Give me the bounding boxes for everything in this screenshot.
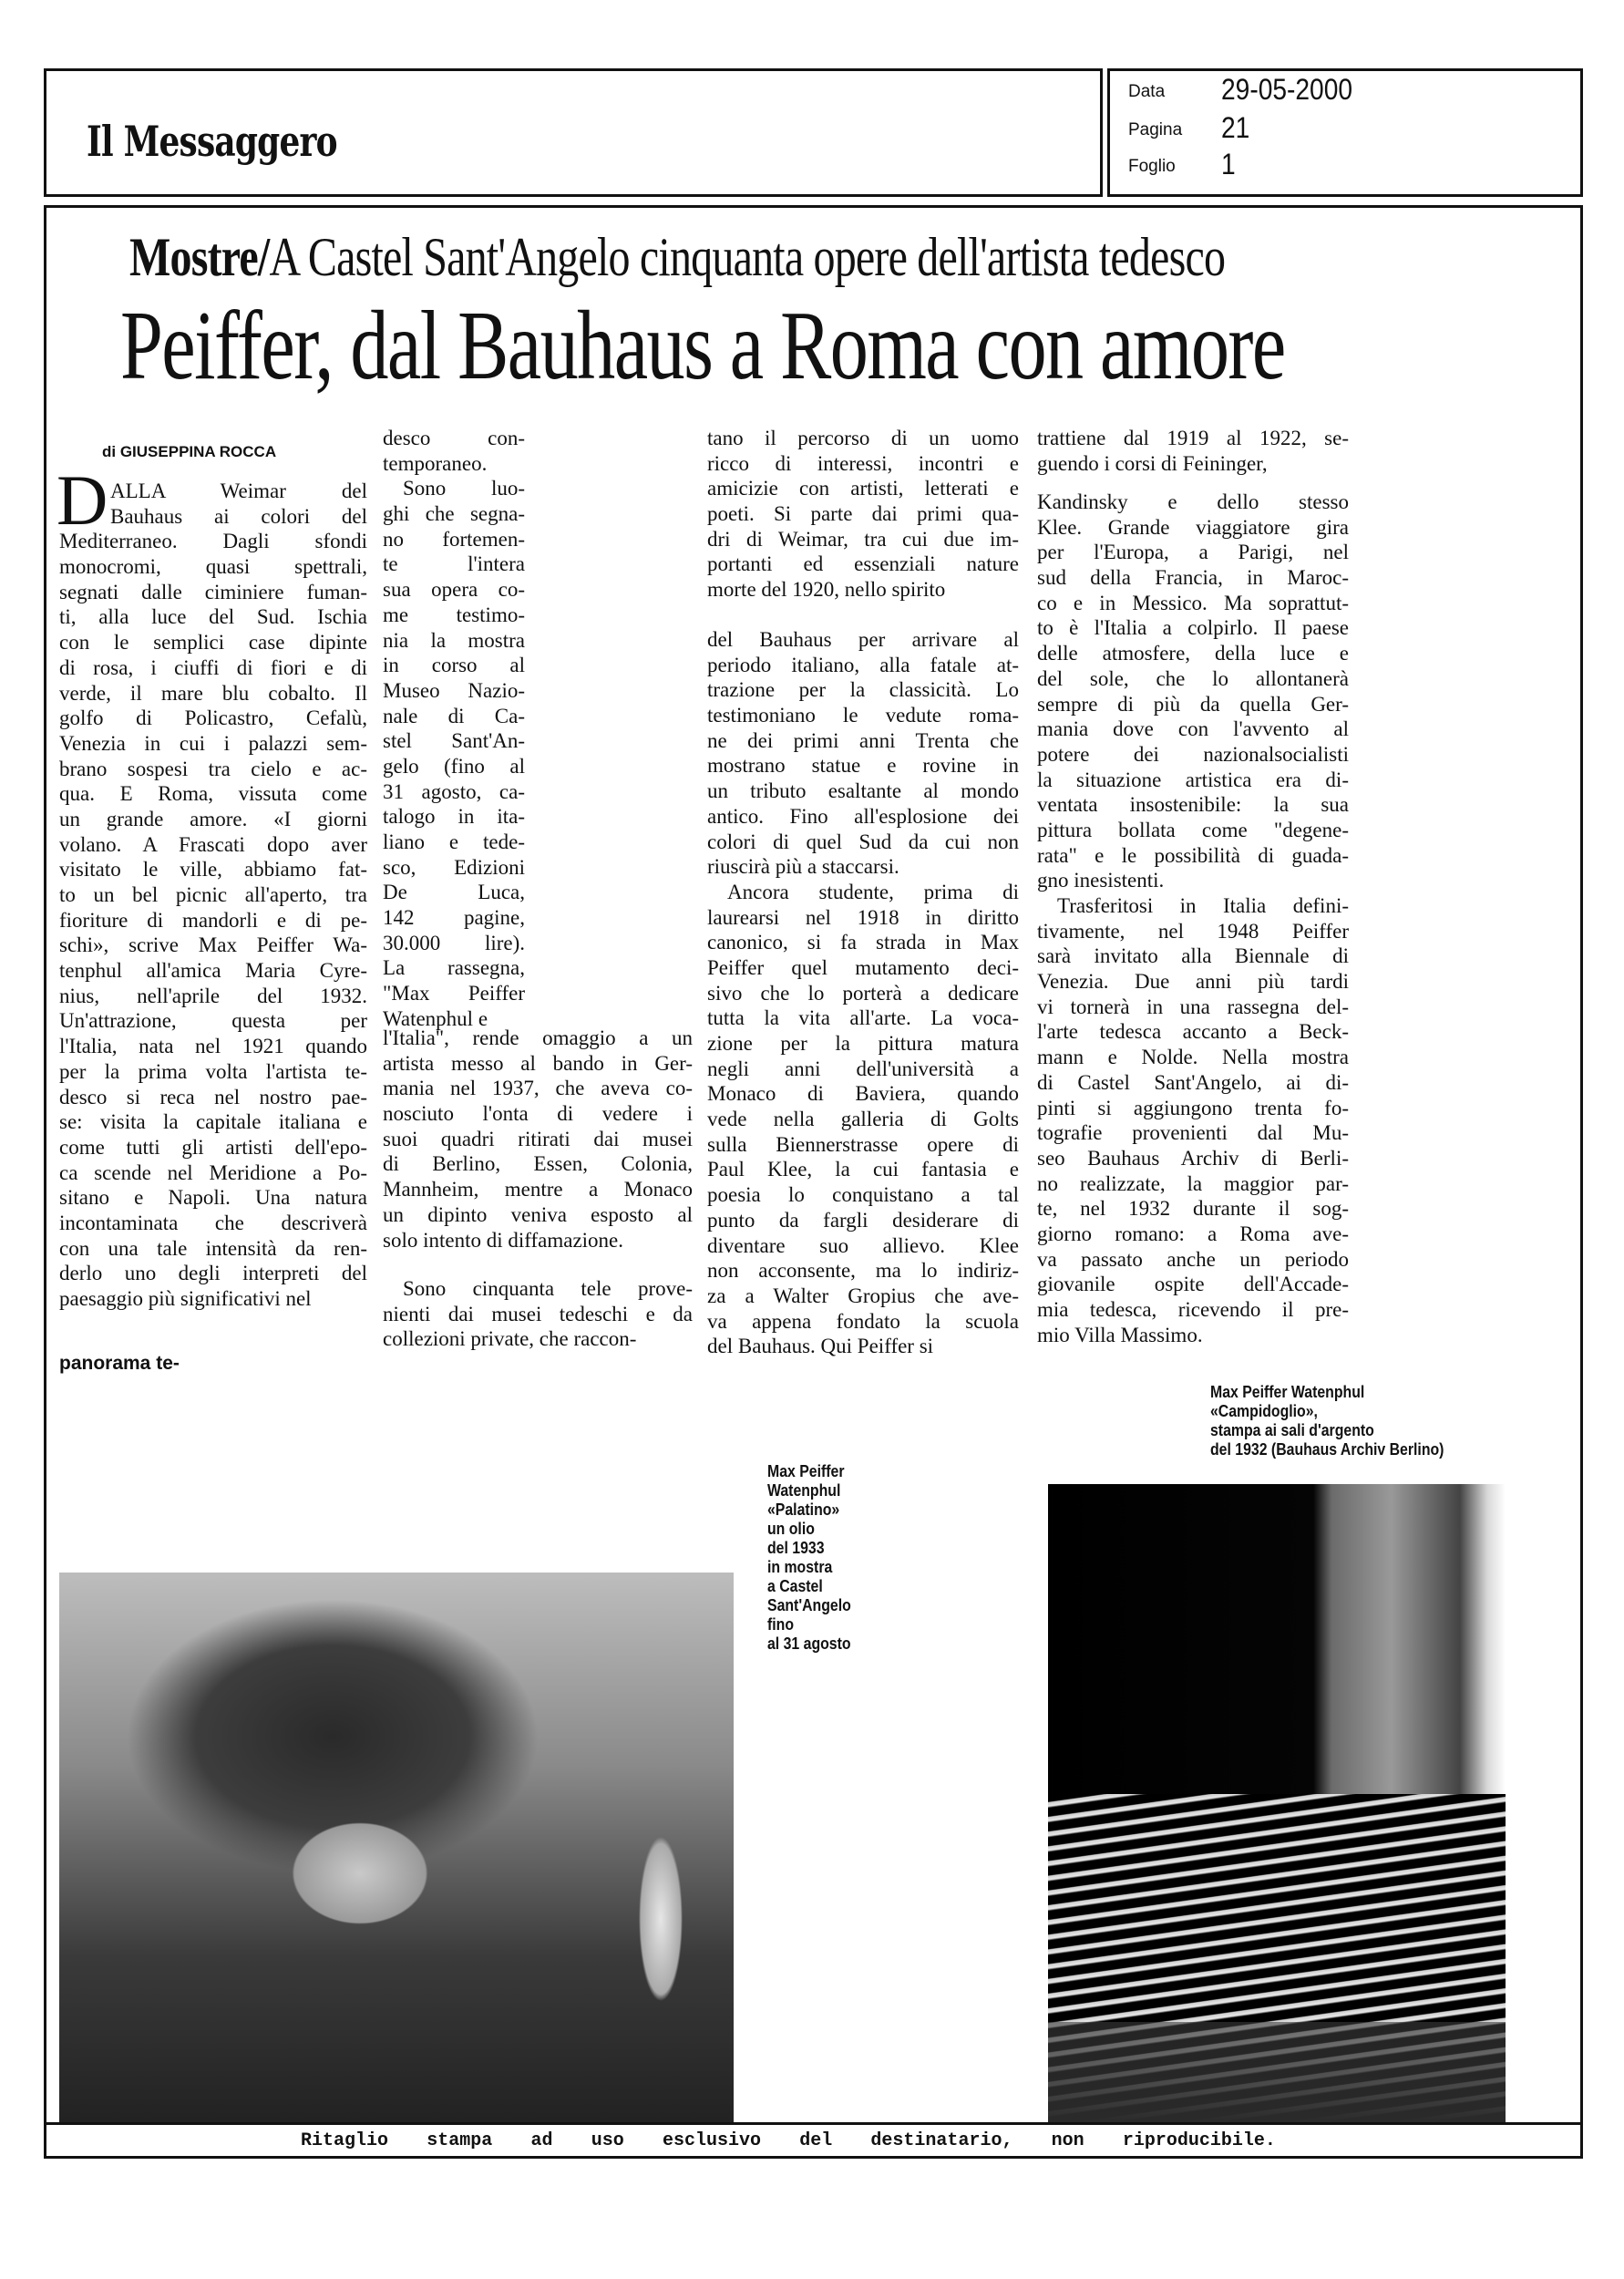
text-line: Trasferitosi in Italia defini- — [1057, 894, 1349, 917]
text-line: mostrano statue e rovine in — [707, 754, 1019, 778]
text-line: periodo italiano, alla fatale at- — [707, 653, 1019, 676]
text-line: to è l'Italia a colpirlo. Il paese — [1037, 616, 1349, 640]
text-line: poeti. Si parte dai primi qua- — [707, 502, 1019, 526]
column-1-tail: panorama te- — [59, 1353, 180, 1374]
text-line: "Max Peiffer — [383, 982, 525, 1005]
text-line: tivamente, nel 1948 Peiffer — [1037, 919, 1349, 943]
text-line: liano e tede- — [383, 830, 525, 853]
text-line: desco con- — [383, 427, 525, 449]
photo-campidoglio — [1048, 1484, 1506, 2122]
text-line: ventata insostenibile: la sua — [1037, 793, 1349, 817]
text-line: l'Italia", rende omaggio a un — [383, 1026, 693, 1049]
caption-line: a Castel — [767, 1577, 823, 1595]
text-line: mania nel 1937, che aveva co- — [383, 1077, 693, 1100]
text-line: vi tornerà in una rassegna del- — [1037, 995, 1349, 1018]
column-4 — [1037, 490, 1349, 1347]
text-line: monocromi, quasi spettrali, — [59, 555, 367, 579]
text-line: potere dei nazionalsocialisti — [1037, 742, 1349, 766]
text-line: pinti si aggiungono trenta fo- — [1037, 1096, 1349, 1119]
caption-line: del 1933 — [767, 1539, 825, 1557]
caption-line: in mostra — [767, 1558, 833, 1576]
text-line: con le semplici case dipinte — [59, 631, 367, 655]
text-line: un dipinto veniva esposto al — [383, 1202, 693, 1226]
text-line: Paul Klee, la cui fantasia e — [707, 1158, 1019, 1181]
text-line: laurearsi nel 1918 in diritto — [707, 905, 1019, 929]
text-line: talogo in ita- — [383, 805, 525, 829]
text-line: golfo di Policastro, Cefalù, — [59, 706, 367, 730]
text-line: incontaminata che descriverà — [59, 1211, 367, 1234]
column-1 — [59, 479, 367, 1312]
caption-palatino — [767, 1462, 851, 1654]
text-line: nienti dai musei tedeschi e da — [383, 1302, 693, 1325]
text-line: mania dove con l'avvento al — [1037, 717, 1349, 741]
column-2-end — [383, 1276, 693, 1352]
caption-line: del 1932 (Bauhaus Archiv Berlino) — [1210, 1440, 1444, 1459]
text-line: rata" e le possibilità di guada- — [1037, 843, 1349, 867]
text-line: del Bauhaus per arrivare al — [707, 628, 1019, 651]
text-line: te, nel 1932 durante il sog- — [1037, 1197, 1349, 1221]
text-line: l'arte tedesca accanto a Beck- — [1037, 1020, 1349, 1044]
text-line: diventare suo allievo. Klee — [707, 1233, 1019, 1257]
newspaper-logo: Il Messaggero — [87, 117, 337, 166]
footer-word: ad — [530, 2130, 553, 2151]
text-line: sco, Edizioni — [383, 855, 525, 879]
text-line: Un'attrazione, questa per — [59, 1009, 367, 1033]
text-line: Venezia. Due anni più tardi — [1037, 970, 1349, 994]
text-line: mia tedesca, ricevendo il pre- — [1037, 1298, 1349, 1321]
text-line: mann e Nolde. Nella mostra — [1037, 1046, 1349, 1069]
text-line: Peiffer quel mutamento deci- — [707, 955, 1019, 979]
text-line: vede nella galleria di Golts — [707, 1108, 1019, 1131]
photo-campidoglio-lower-shadow — [1048, 2022, 1506, 2122]
column-2-narrow — [383, 426, 525, 1032]
text-line: zione per la pittura matura — [707, 1032, 1019, 1055]
text-line: me testimo- — [383, 603, 525, 626]
text-line: Kandinsky e dello stesso — [1037, 490, 1349, 513]
text-line: sud della Francia, in Maroc- — [1037, 566, 1349, 590]
text-line: pittura bollata come "degene- — [1037, 818, 1349, 841]
text-line: nia la mostra — [383, 628, 525, 652]
text-line: delle atmosfere, della luce e — [1037, 642, 1349, 665]
text-line: gelo (fino al — [383, 754, 525, 778]
text-line: temporaneo. — [383, 451, 488, 475]
text-line: dri di Weimar, tra cui due im- — [707, 527, 1019, 551]
text-line: volano. A Frascati dopo aver — [59, 832, 367, 856]
text-line: antico. Fino all'esplosione dei — [707, 804, 1019, 828]
caption-line: Watenphul — [767, 1481, 841, 1500]
text-line: De Luca, — [383, 881, 525, 904]
kicker — [129, 226, 1225, 289]
text-line: schi», scrive Max Peiffer Wa- — [59, 933, 367, 957]
text-line: nale di Ca- — [383, 704, 525, 727]
text-line: ricco di interessi, incontri e — [707, 451, 1019, 475]
text-line: va passato anche un periodo — [1037, 1247, 1349, 1271]
column-4-top — [1037, 426, 1349, 476]
text-line: colori di quel Sud da cui non — [707, 830, 1019, 853]
text-line: amicizie con artisti, letterati e — [707, 477, 1019, 500]
text-line: Sono luo- — [403, 477, 525, 500]
photo-campidoglio-dark-area — [1048, 1484, 1506, 1794]
text-line: va appena fondato la scuola — [707, 1309, 1019, 1333]
text-line: Klee. Grande viaggiatore gira — [1037, 515, 1349, 539]
text-line: solo intento di diffamazione. — [383, 1228, 624, 1252]
text-line: tano il percorso di un uomo — [707, 427, 1019, 449]
text-line: sulla Biennerstrasse opere di — [707, 1132, 1019, 1156]
text-line: di Berlino, Essen, Colonia, — [383, 1152, 693, 1176]
footer-word: riproducibile. — [1122, 2130, 1276, 2151]
text-line: fioriture di mandorli e di pe- — [59, 908, 367, 932]
footer-word: destinatario, — [870, 2130, 1013, 2151]
text-line: la situazione artistica era di- — [1037, 768, 1349, 791]
text-line: brano sospesi tra cielo e ac- — [59, 757, 367, 780]
caption-campidoglio — [1210, 1383, 1444, 1459]
text-line: paesaggio più significativi nel — [59, 1287, 312, 1310]
text-line: Venezia in cui i palazzi sem- — [59, 731, 367, 755]
caption-line: al 31 agosto — [767, 1634, 851, 1653]
text-line: giorno romano: a Roma ave- — [1037, 1222, 1349, 1245]
date-label: Data — [1128, 82, 1166, 101]
text-line: sempre di più da quella Ger- — [1037, 692, 1349, 716]
text-line: portanti ed essenziali nature — [707, 552, 1019, 576]
text-line: morte del 1920, nello spirito — [707, 578, 946, 602]
footer-word: stampa — [427, 2130, 493, 2151]
caption-line: un olio — [767, 1520, 815, 1538]
text-line: l'Italia, nata nel 1921 quando — [59, 1035, 367, 1058]
text-line: collezioni private, che raccon- — [383, 1327, 637, 1351]
caption-line: «Palatino» — [767, 1500, 840, 1519]
text-line: 31 agosto, ca- — [383, 779, 525, 803]
text-line: 30.000 lire). — [383, 931, 525, 954]
text-line: derlo uno degli interpreti del — [59, 1262, 367, 1285]
footer-word: Ritaglio — [301, 2130, 389, 2151]
text-line: Watenphul e — [383, 1006, 488, 1030]
text-line: co e in Messico. Ma soprattut- — [1037, 591, 1349, 614]
text-line: del sole, che lo allontanerà — [1037, 666, 1349, 690]
text-line: tutta la vita all'arte. La voca- — [707, 1006, 1019, 1030]
text-line: per la prima volta l'artista te- — [59, 1059, 367, 1083]
text-line: trazione per la classicità. Lo — [707, 678, 1019, 702]
caption-line: Sant'Angelo — [767, 1596, 851, 1614]
text-line: sitano e Napoli. Una natura — [59, 1186, 367, 1210]
text-line: te l'intera — [383, 552, 525, 576]
photo-palatino — [59, 1573, 734, 2122]
text-line: ti, alla luce del Sud. Ischia — [59, 605, 367, 629]
text-line: in corso al — [383, 654, 525, 677]
text-line: del Bauhaus. Qui Peiffer si — [707, 1335, 934, 1358]
footer-word: esclusivo — [662, 2130, 761, 2151]
text-line: guendo i corsi di Feininger, — [1037, 451, 1268, 475]
text-line: Bauhaus ai colori del — [110, 504, 367, 528]
footer-rule — [44, 2122, 1583, 2125]
text-line: sua opera co- — [383, 578, 525, 602]
text-line: verde, il mare blu cobalto. Il — [59, 681, 367, 705]
text-line: ALLA Weimar del — [110, 480, 367, 502]
text-line: Monaco di Baviera, quando — [707, 1082, 1019, 1106]
text-line: gno inesistenti. — [1037, 869, 1165, 892]
caption-line: Max Peiffer Watenphul — [1210, 1383, 1365, 1401]
text-line: suoi quadri ritirati dai musei — [383, 1127, 693, 1150]
caption-line: «Campidoglio», — [1210, 1402, 1318, 1420]
text-line: seo Bauhaus Archiv di Berli- — [1037, 1146, 1349, 1170]
text-line: riuscirà più a staccarsi. — [707, 855, 899, 879]
text-line: Mediterraneo. Dagli sfondi — [59, 530, 367, 553]
text-line: stel Sant'An- — [383, 729, 525, 753]
headline: Peiffer, dal Bauhaus a Roma con amore — [120, 292, 1285, 400]
text-line: ghi che segna- — [383, 502, 525, 526]
page-value: 21 — [1221, 111, 1250, 144]
text-line: punto da fargli desiderare di — [707, 1208, 1019, 1232]
text-line: giovanile ospite dell'Accade- — [1037, 1273, 1349, 1296]
text-line: tenphul all'amica Maria Cyre- — [59, 959, 367, 983]
text-line: testimoniano le vedute roma- — [707, 704, 1019, 727]
footer-word: non — [1051, 2130, 1084, 2151]
caption-line: stampa ai sali d'argento — [1210, 1421, 1374, 1439]
page-label: Pagina — [1128, 120, 1183, 139]
drop-cap: D — [57, 460, 108, 540]
text-line: negli anni dell'università a — [707, 1057, 1019, 1080]
text-line: sarà invitato alla Biennale di — [1037, 944, 1349, 968]
text-line: di rosa, i ciuffi di fiori e di — [59, 655, 367, 679]
text-line: come tutti gli artisti dell'epo- — [59, 1135, 367, 1159]
text-line: nius, nell'aprile del 1932. — [59, 984, 367, 1007]
text-line: Ancora studente, prima di — [727, 880, 1019, 903]
text-line: per l'Europa, a Parigi, nel — [1037, 541, 1349, 564]
text-line: ca scende nel Meridione a Po- — [59, 1160, 367, 1184]
text-line: di Castel Sant'Angelo, ai di- — [1037, 1070, 1349, 1094]
text-line: se: visita la capitale italiana e — [59, 1110, 367, 1134]
text-line: 142 pagine, — [383, 906, 525, 930]
text-line: Mannheim, mentre a Monaco — [383, 1178, 693, 1201]
sheet-value: 1 — [1221, 148, 1236, 180]
text-line: con una tale intensità da ren- — [59, 1236, 367, 1260]
text-line: Sono cinquanta tele prove- — [403, 1277, 693, 1300]
kicker-section: Mostre/ — [129, 227, 270, 287]
text-line: qua. E Roma, vissuta come — [59, 782, 367, 806]
text-line: non acconsente, ma lo indiriz- — [707, 1259, 1019, 1283]
date-value: 29-05-2000 — [1221, 73, 1353, 106]
text-line: un tributo esaltante al mondo — [707, 779, 1019, 803]
text-line: un grande amore. «I giorni — [59, 807, 367, 830]
text-line: ne dei primi anni Trenta che — [707, 728, 1019, 752]
footer-word: del — [799, 2130, 833, 2151]
text-line: tografie provenienti dal Mu- — [1037, 1121, 1349, 1145]
text-line: poesia lo conquistano a tal — [707, 1183, 1019, 1207]
kicker-text: A Castel Sant'Angelo cinquanta opere dell'artista tedesco — [269, 227, 1226, 287]
text-line: segnati dalle ciminiere fuman- — [59, 580, 367, 603]
column-3-top — [707, 426, 1019, 603]
caption-line: Max Peiffer — [767, 1462, 845, 1480]
text-line: mio Villa Massimo. — [1037, 1323, 1203, 1346]
column-3 — [707, 627, 1019, 1359]
text-line: no realizzate, la maggior par- — [1037, 1171, 1349, 1195]
text-line: visitato le ville, abbiamo fat- — [59, 858, 367, 882]
text-line: canonico, si fa strada in Max — [707, 931, 1019, 954]
column-2-wide — [383, 1026, 693, 1253]
text-line: nosciuto l'onta di vedere i — [383, 1102, 693, 1126]
sheet-label: Foglio — [1128, 157, 1176, 176]
byline: di GIUSEPPINA ROCCA — [102, 443, 277, 460]
text-line: La rassegna, — [383, 956, 525, 980]
text-line: artista messo al bando in Ger- — [383, 1051, 693, 1075]
footer-word: uso — [591, 2130, 624, 2151]
text-line: desco si reca nel nostro pae- — [59, 1085, 367, 1109]
text-line: za a Walter Gropius che ave- — [707, 1284, 1019, 1307]
text-line: to un bel picnic all'aperto, tra — [59, 883, 367, 906]
text-line: sivo che lo porterà a dedicare — [707, 981, 1019, 1005]
text-line: trattiene dal 1919 al 1922, se- — [1037, 427, 1349, 449]
text-line: no fortemen- — [383, 527, 525, 551]
caption-line: fino — [767, 1615, 795, 1634]
text-line: Museo Nazio- — [383, 678, 525, 702]
footer-notice — [301, 2130, 1276, 2151]
